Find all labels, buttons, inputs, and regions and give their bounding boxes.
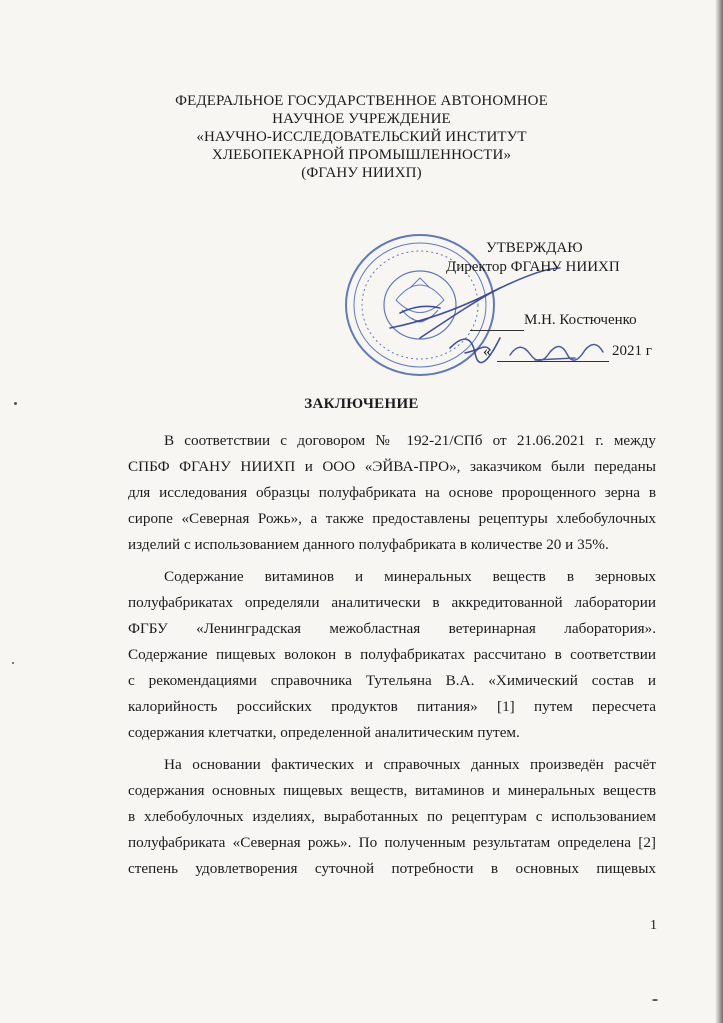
- approval-date-quote: «: [483, 343, 491, 360]
- paragraph-2-line-6: калорийность российских продуктов питания» [1] путем пересчета: [128, 698, 656, 715]
- scan-speck: [652, 999, 658, 1001]
- paragraph-2-line-7: содержания клетчатки, определенной аналитическим путем.: [128, 724, 520, 741]
- handwritten-date-icon: [505, 330, 610, 370]
- approval-title: УТВЕРЖДАЮ: [486, 240, 583, 256]
- paragraph-2-line-3: ФГБУ «Ленинградская межобластная ветеринарная лаборатория».: [128, 620, 656, 637]
- signature-line: [470, 330, 524, 331]
- header-line-5: (ФГАНУ НИИХП): [301, 165, 422, 181]
- paragraph-1-line-2: СПБФ ФГАНУ НИИХП и ООО «ЭЙВА-ПРО», заказчиком были переданы: [128, 458, 656, 475]
- header-line-1: ФЕДЕРАЛЬНОЕ ГОСУДАРСТВЕННОЕ АВТОНОМНОЕ: [175, 93, 548, 109]
- paragraph-2-line-1: Содержание витаминов и минеральных веществ в зерновых: [164, 568, 656, 585]
- paragraph-3-line-4: полуфабриката «Северная рожь». По полученным результатам определена [2]: [128, 834, 656, 851]
- body-text: [128, 428, 656, 882]
- paragraph-3-line-2: содержания основных пищевых веществ, витаминов и минеральных веществ: [128, 782, 656, 799]
- paragraph-3-line-1: На основании фактических и справочных данных произведён расчёт: [164, 756, 656, 773]
- paragraph-1-line-1: В соответствии с договором № 192-21/СПб от 21.06.2021 г. между: [164, 432, 656, 449]
- paragraph-3-line-3: в хлебобулочных изделиях, выработанных по рецептурам с использованием: [128, 808, 656, 825]
- organization-header: [0, 92, 723, 182]
- paragraph-2-line-5: с рекомендациями справочника Тутельяна В.А. «Химический состав и: [128, 672, 656, 689]
- approval-name: М.Н. Костюченко: [524, 312, 637, 328]
- header-line-4: ХЛЕБОПЕКАРНОЙ ПРОМЫШЛЕННОСТИ»: [211, 147, 512, 163]
- document-title: ЗАКЛЮЧЕНИЕ: [304, 396, 419, 412]
- page-number: 1: [650, 918, 657, 933]
- scan-speck: [12, 662, 14, 664]
- header-line-3: «НАУЧНО-ИССЛЕДОВАТЕЛЬСКИЙ ИНСТИТУТ: [196, 129, 527, 145]
- paragraph-1-line-4: сиропе «Северная Рожь», а также предоставлены рецептуры хлебобулочных: [128, 510, 656, 527]
- approval-year: 2021 г: [612, 343, 652, 359]
- date-line: [497, 361, 609, 362]
- paragraph-1-line-5: изделий с использованием данного полуфабриката в количестве 20 и 35%.: [128, 536, 609, 553]
- paragraph-1-line-3: для исследования образцы полуфабриката на основе пророщенного зерна в: [128, 484, 656, 501]
- approval-role: Директор ФГАНУ НИИХП: [446, 259, 620, 275]
- header-line-2: НАУЧНОЕ УЧРЕЖДЕНИЕ: [272, 111, 451, 127]
- paragraph-2-line-4: Содержание пищевых волокон в полуфабрикатах рассчитано в соответствии: [128, 646, 656, 663]
- scan-speck: [14, 402, 17, 405]
- paragraph-3-line-5: степень удовлетворения суточной потребности в основных пищевых: [128, 860, 656, 877]
- paragraph-2-line-2: полуфабрикатах определяли аналитически в аккредитованной лаборатории: [128, 594, 656, 611]
